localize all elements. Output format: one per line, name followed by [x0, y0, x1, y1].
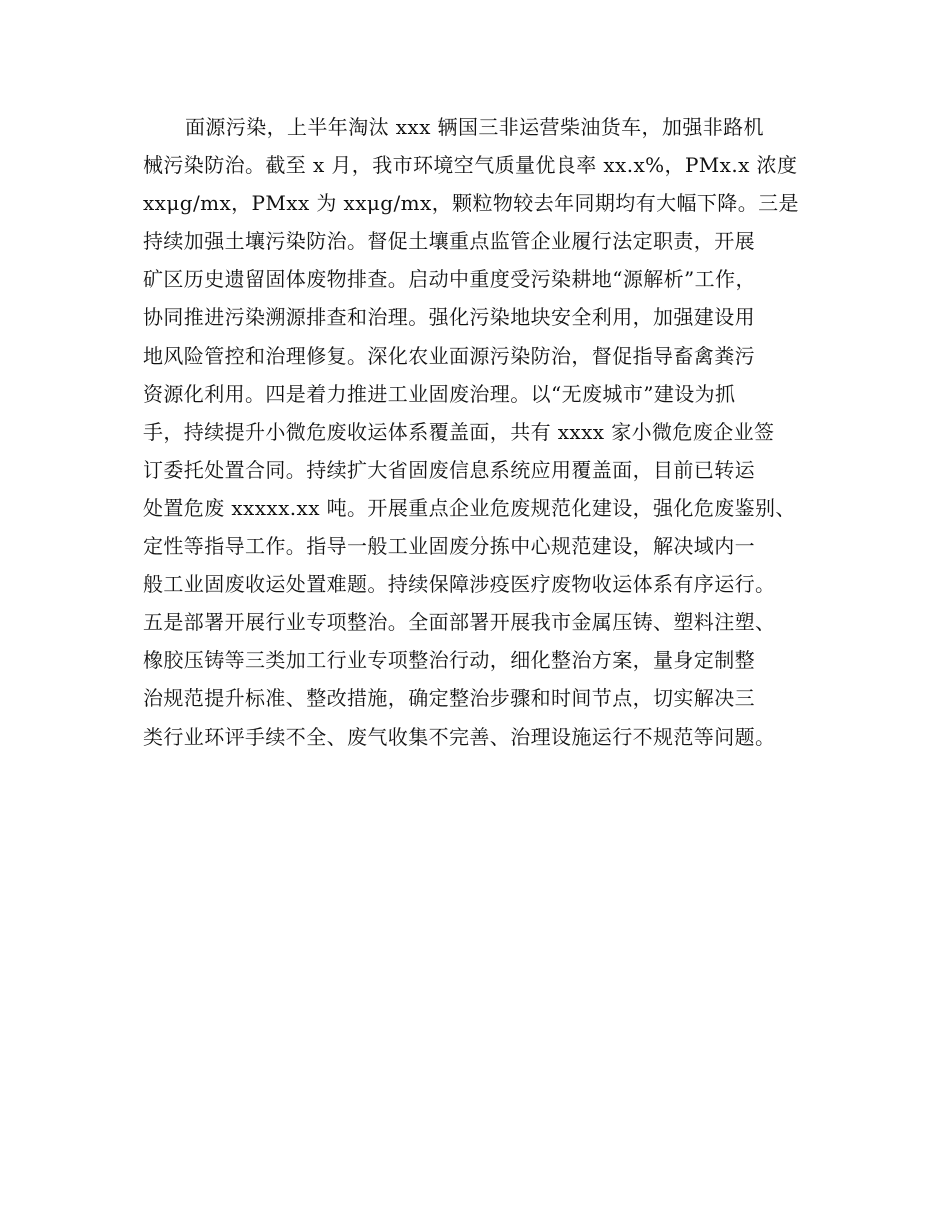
text-line: 类行业环评手续不全、废气收集不完善、治理设施运行不规范等问题。: [143, 724, 776, 749]
text-line: 械污染防治。截至 x 月，我市环境空气质量优良率 xx.x%，PMx.x 浓度: [143, 153, 798, 178]
text-line: 般工业固废收运处置难题。持续保障涉疫医疗废物收运体系有序运行。: [143, 572, 776, 597]
text-line: 五是部署开展行业专项整治。全面部署开展我市金属压铸、塑料注塑、: [143, 610, 776, 635]
text-line: 地风险管控和治理修复。深化农业面源污染防治，督促指导畜禽粪污: [143, 343, 755, 368]
body-paragraph: [143, 108, 823, 756]
text-line: 处置危废 xxxxx.xx 吨。开展重点企业危废规范化建设，强化危废鉴别、: [143, 495, 796, 520]
text-line: 面源污染，上半年淘汰 xxx 辆国三非运营柴油货车，加强非路机: [185, 115, 764, 139]
text-line: 手，持续提升小微危废收运体系覆盖面，共有 xxxx 家小微危废企业签: [143, 419, 775, 444]
text-line: 协同推进污染溯源排查和治理。强化污染地块安全利用，加强建设用: [143, 305, 755, 330]
text-line: 持续加强土壤污染防治。督促土壤重点监管企业履行法定职责，开展: [143, 229, 755, 254]
text-line: 定性等指导工作。指导一般工业固废分拣中心规范建设，解决域内一: [143, 534, 755, 559]
text-line: 治规范提升标准、整改措施，确定整治步骤和时间节点，切实解决三: [143, 686, 755, 711]
text-line: 矿区历史遗留固体废物排查。启动中重度受污染耕地“源解析”工作，: [143, 267, 756, 292]
text-line: 橡胶压铸等三类加工行业专项整治行动，细化整治方案，量身定制整: [143, 648, 755, 673]
text-line: xxμg/mx，PMxx 为 xxμg/mx，颗粒物较去年同期均有大幅下降。三是: [143, 191, 799, 216]
text-line: 资源化利用。四是着力推进工业固废治理。以“无废城市”建设为抓: [143, 381, 736, 406]
text-line: 订委托处置合同。持续扩大省固废信息系统应用覆盖面，目前已转运: [143, 457, 755, 482]
